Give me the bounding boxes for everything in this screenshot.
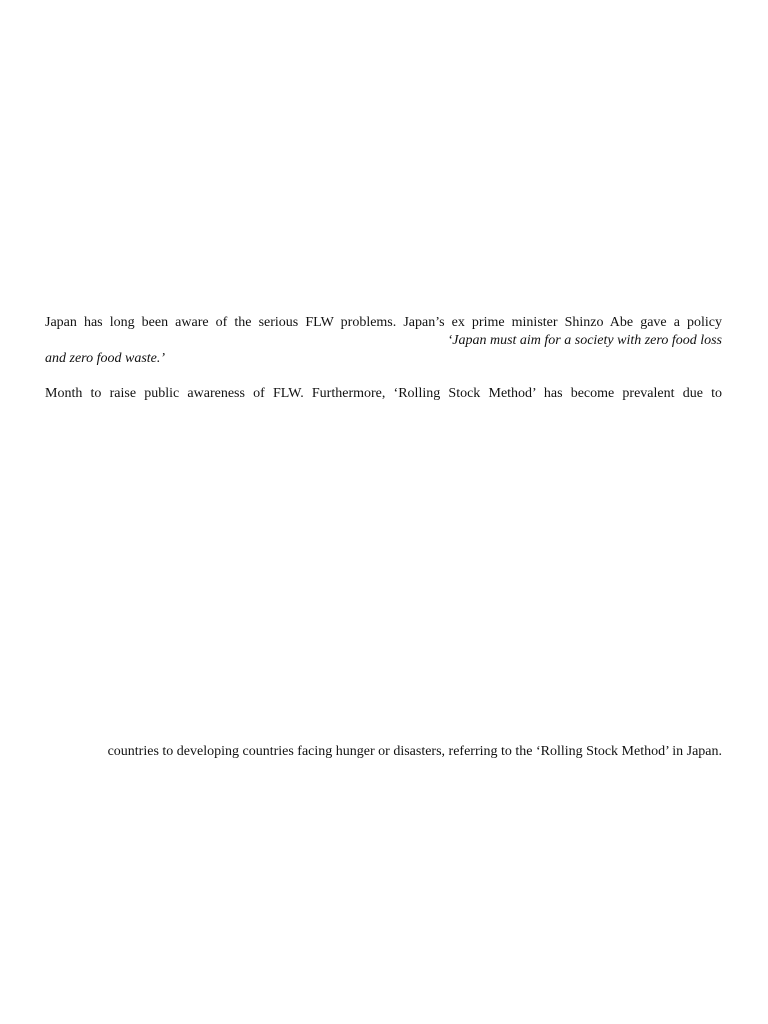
paragraph-line-1: Japan has long been aware of the serious FLW problems. Japan’s ex prime minister Shinzo Abe gave a policy xyxy=(45,315,722,330)
quote-line-2: and zero food waste.’ xyxy=(45,351,166,366)
paragraph-line-3: countries to developing countries facing hunger or disasters, referring to the ‘Rolling Stock Method’ in Japan. xyxy=(107,744,722,759)
paragraph-line-2: Month to raise public awareness of FLW. Furthermore, ‘Rolling Stock Method’ has become prevalent due to xyxy=(45,386,722,401)
quote-line-1: ‘Japan must aim for a society with zero food loss xyxy=(447,333,722,348)
